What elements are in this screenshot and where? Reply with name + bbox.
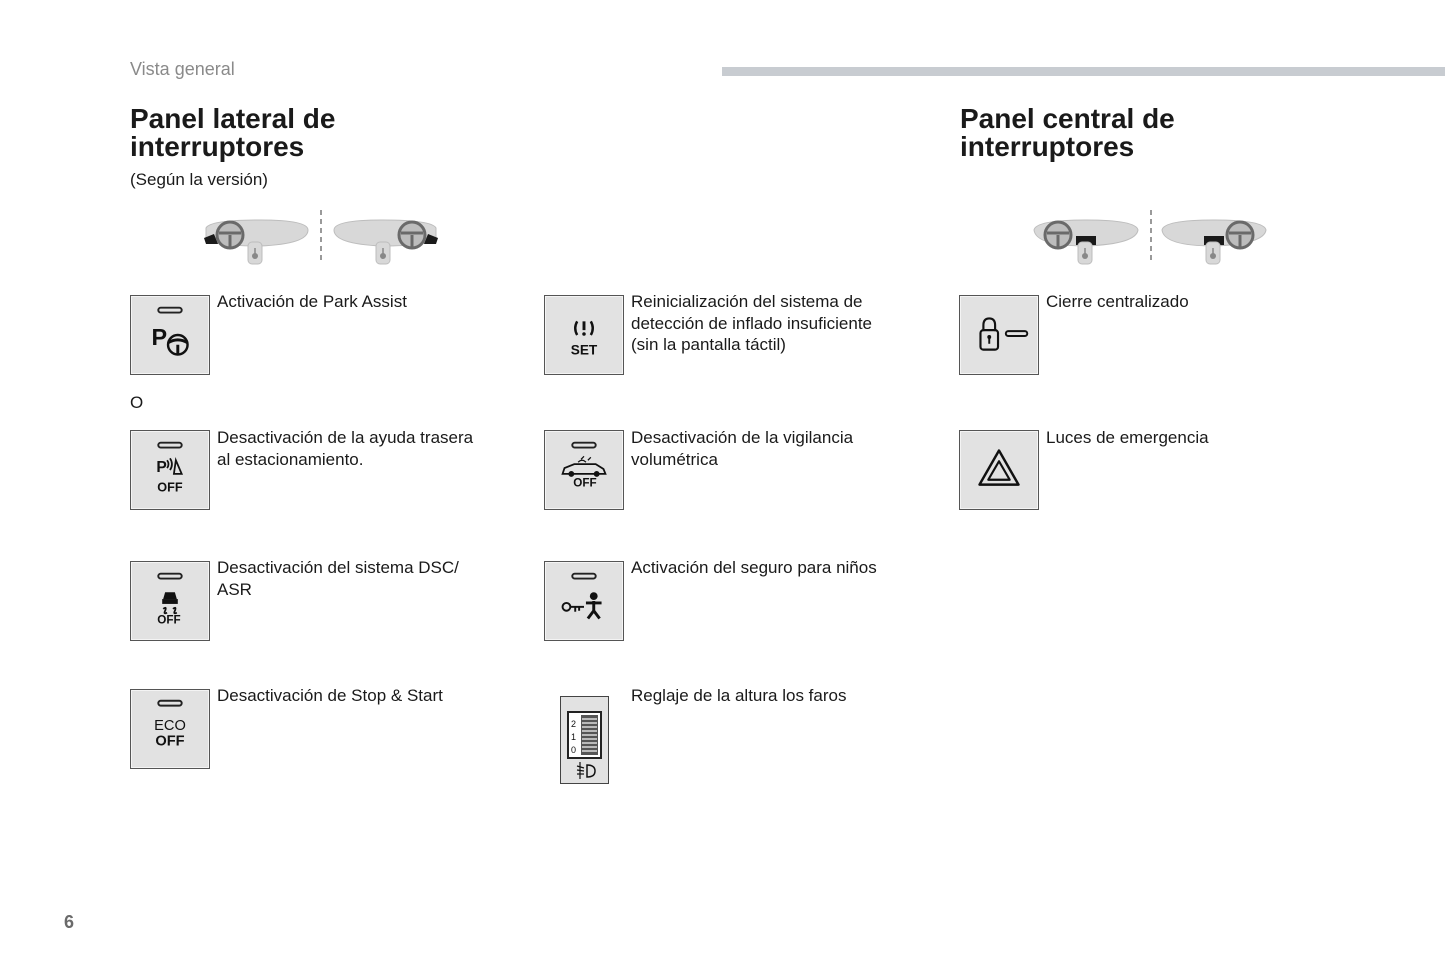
eco-off-icon <box>131 690 209 768</box>
eco-off-icon-text: OFF <box>155 733 185 750</box>
hazard-lights-label: Luces de emergencia <box>1046 428 1209 447</box>
left-panel-title <box>130 105 335 161</box>
separator-or: O <box>130 393 144 412</box>
child-lock-button[interactable] <box>544 561 624 641</box>
center-panel-title <box>960 105 1175 161</box>
headlamp-level-1: 1 <box>571 732 577 742</box>
tpms-reset-button[interactable] <box>544 295 624 375</box>
rhd-dashboard-icon <box>334 220 438 264</box>
left-panel-subtitle: (Según la versión) <box>130 170 268 189</box>
headlamp-wheel-icon <box>561 697 608 783</box>
central-locking-button[interactable] <box>959 295 1039 375</box>
stop-start-label: Desactivación de Stop & Start <box>217 686 443 705</box>
center-panel-title-line2: interruptores <box>960 131 1135 162</box>
headlamp-adjust-wheel[interactable] <box>560 696 609 784</box>
parking-aid-label-line1: Desactivación de la ayuda trasera <box>217 428 474 447</box>
tpms-icon-text: SET <box>570 342 598 358</box>
tpms-label <box>631 291 872 356</box>
lock-icon <box>960 296 1038 374</box>
hazard-lights-button[interactable] <box>959 430 1039 510</box>
park-assist-icon <box>131 296 209 374</box>
volumetric-alarm-off-button[interactable] <box>544 430 624 510</box>
svg-text:P: P <box>156 458 167 476</box>
dsc-off-button[interactable] <box>130 561 210 641</box>
rhd-center-dashboard-icon <box>1162 220 1266 264</box>
volumetric-label-line1: Desactivación de la vigilancia <box>631 428 854 447</box>
dsc-skid-icon <box>131 562 209 640</box>
header-bar <box>722 67 1445 76</box>
park-assist-icon-text: P <box>151 323 168 350</box>
volumetric-icon-text: OFF <box>573 476 597 490</box>
parking-sensor-icon <box>131 431 209 509</box>
parking-aid-icon-text: OFF <box>157 480 183 495</box>
headlamp-label: Reglaje de la altura los faros <box>631 686 847 705</box>
child-lock-label: Activación del seguro para niños <box>631 558 877 577</box>
hazard-triangle-icon <box>960 431 1038 509</box>
left-panel-title-line1: Panel lateral de <box>130 103 336 134</box>
center-dashboard-locator-icon <box>1030 208 1270 268</box>
lhd-dashboard-icon <box>204 220 308 264</box>
volumetric-label-line2: volumétrica <box>631 449 718 469</box>
lhd-center-dashboard-icon <box>1034 220 1138 264</box>
page-number: 6 <box>64 912 75 932</box>
eco-icon-text: ECO <box>154 717 186 734</box>
tire-pressure-icon <box>545 296 623 374</box>
parking-aid-off-button[interactable] <box>130 430 210 510</box>
park-assist-label: Activación de Park Assist <box>217 292 407 311</box>
headlamp-level-2: 2 <box>571 719 577 729</box>
tpms-label-line3: (sin la pantalla táctil) <box>631 335 786 354</box>
child-lock-icon <box>545 562 623 640</box>
headlamp-level-0: 0 <box>571 745 577 755</box>
car-alarm-icon <box>545 431 623 509</box>
center-panel-title-line1: Panel central de <box>960 103 1175 134</box>
tpms-label-line2: detección de inflado insuficiente <box>631 313 872 333</box>
parking-aid-label-line2: al estacionamiento. <box>217 449 364 469</box>
dsc-label <box>217 557 459 600</box>
stop-start-off-button[interactable] <box>130 689 210 769</box>
dsc-label-line1: Desactivación del sistema DSC/ <box>217 558 459 577</box>
parking-aid-label <box>217 427 473 470</box>
dsc-label-line2: ASR <box>217 579 252 599</box>
left-panel-title-line2: interruptores <box>130 131 305 162</box>
park-assist-button[interactable] <box>130 295 210 375</box>
volumetric-label <box>631 427 853 470</box>
section-label: Vista general <box>130 59 235 79</box>
left-dashboard-locator-icon <box>200 208 440 268</box>
tpms-label-line1: Reinicialización del sistema de <box>631 292 863 311</box>
central-locking-label: Cierre centralizado <box>1046 292 1189 311</box>
dsc-icon-text: OFF <box>157 613 181 627</box>
